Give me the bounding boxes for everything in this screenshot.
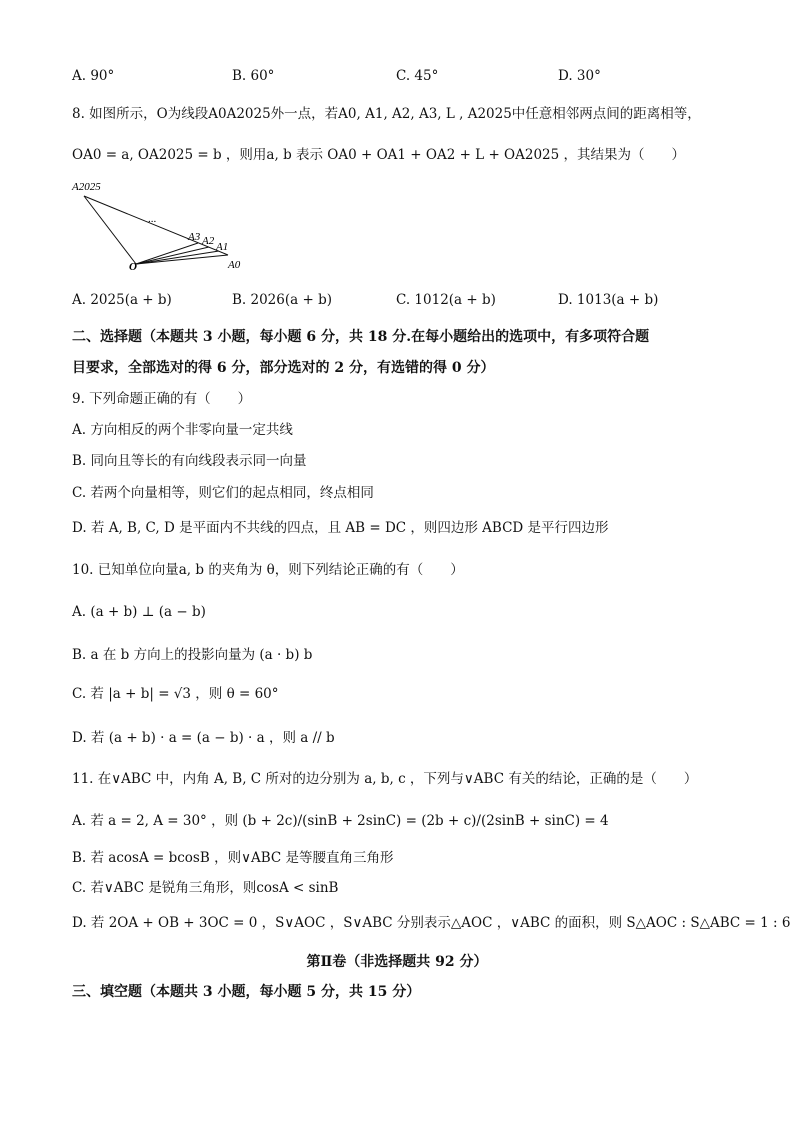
q10-option-b: B. a 在 b 方向上的投影向量为 (a · b) b	[72, 647, 313, 663]
q9-option-a: A. 方向相反的两个非零向量一定共线	[72, 422, 293, 438]
q7-option-c: C. 45°	[396, 68, 439, 84]
q11-option-a: A. 若 a = 2, A = 30° ，则 (b + 2c)/(sinB + 2sinC) = (2b + c)/(2sinB + sinC) = 4	[72, 813, 609, 829]
fig-label-a2: A2	[202, 235, 215, 247]
q7-option-b: B. 60°	[232, 68, 275, 84]
q11-option-c: C. 若∨ABC 是锐角三角形，则cosA < sinB	[72, 880, 339, 896]
q10-option-c: C. 若 |a + b| = √3 ，则 θ = 60°	[72, 686, 279, 702]
q11-option-b: B. 若 acosA = bcosB ，则∨ABC 是等腰直角三角形	[72, 850, 394, 866]
q11-option-d: D. 若 2OA + OB + 3OC = 0 ，S∨AOC ，S∨ABC 分别表示△AOC ，∨ABC 的面积，则 S△AOC : S△ABC = 1 : 6	[72, 915, 791, 931]
q8-option-d: D. 1013(a + b)	[558, 292, 659, 308]
q10-option-d: D. 若 (a + b) · a = (a − b) · a ，则 a // b	[72, 730, 335, 746]
section2-title-line2: 目要求，全部选对的得 6 分，部分选对的 2 分，有选错的得 0 分）	[72, 360, 495, 376]
q7-option-a: A. 90°	[72, 68, 115, 84]
q8-stem-line1: 8. 如图所示，O为线段A0A2025外一点，若A0, A1, A2, A3, L , A2025中任意相邻两点间的距离相等，	[72, 106, 701, 122]
fig-label-a2025: A2025	[72, 181, 101, 193]
q11-stem: 11. 在∨ABC 中，内角 A, B, C 所对的边分别为 a, b, c ，下列与∨ABC 有关的结论，正确的是（ ）	[72, 771, 698, 787]
fig-label-a3: A3	[188, 231, 201, 243]
fig-label-dots: ...	[148, 213, 157, 225]
q10-stem: 10. 已知单位向量a, b 的夹角为 θ，则下列结论正确的有（ ）	[72, 562, 464, 578]
fig-label-a0: A0	[228, 259, 241, 271]
q8-option-a: A. 2025(a + b)	[72, 292, 172, 308]
fig-label-o: O	[129, 261, 137, 273]
section3-title: 三、填空题（本题共 3 小题，每小题 5 分，共 15 分）	[72, 984, 421, 1000]
q8-option-c: C. 1012(a + b)	[396, 292, 496, 308]
q9-option-b: B. 同向且等长的有向线段表示同一向量	[72, 453, 307, 469]
q8-stem-line2: OA0 = a, OA2025 = b ，则用a, b 表示 OA0 + OA1 + OA2 + L + OA2025 ，其结果为（ ）	[72, 147, 686, 163]
q10-option-a: A. (a + b) ⊥ (a − b)	[72, 604, 206, 620]
q9-option-c: C. 若两个向量相等，则它们的起点相同，终点相同	[72, 485, 374, 501]
q7-option-d: D. 30°	[558, 68, 601, 84]
q9-option-d: D. 若 A, B, C, D 是平面内不共线的四点，且 AB = DC ，则四边形 ABCD 是平行四边形	[72, 520, 609, 536]
q8-option-b: B. 2026(a + b)	[232, 292, 332, 308]
section2-title-line1: 二、选择题（本题共 3 小题，每小题 6 分，共 18 分.在每小题给出的选项中，有多项符合题	[72, 329, 650, 345]
q8-figure	[68, 178, 258, 278]
fig-line-o-a2	[136, 247, 209, 264]
q9-stem: 9. 下列命题正确的有（ ）	[72, 391, 252, 407]
part2-title: 第Ⅱ卷（非选择题共 92 分）	[306, 954, 488, 970]
fig-label-a1: A1	[216, 241, 229, 253]
